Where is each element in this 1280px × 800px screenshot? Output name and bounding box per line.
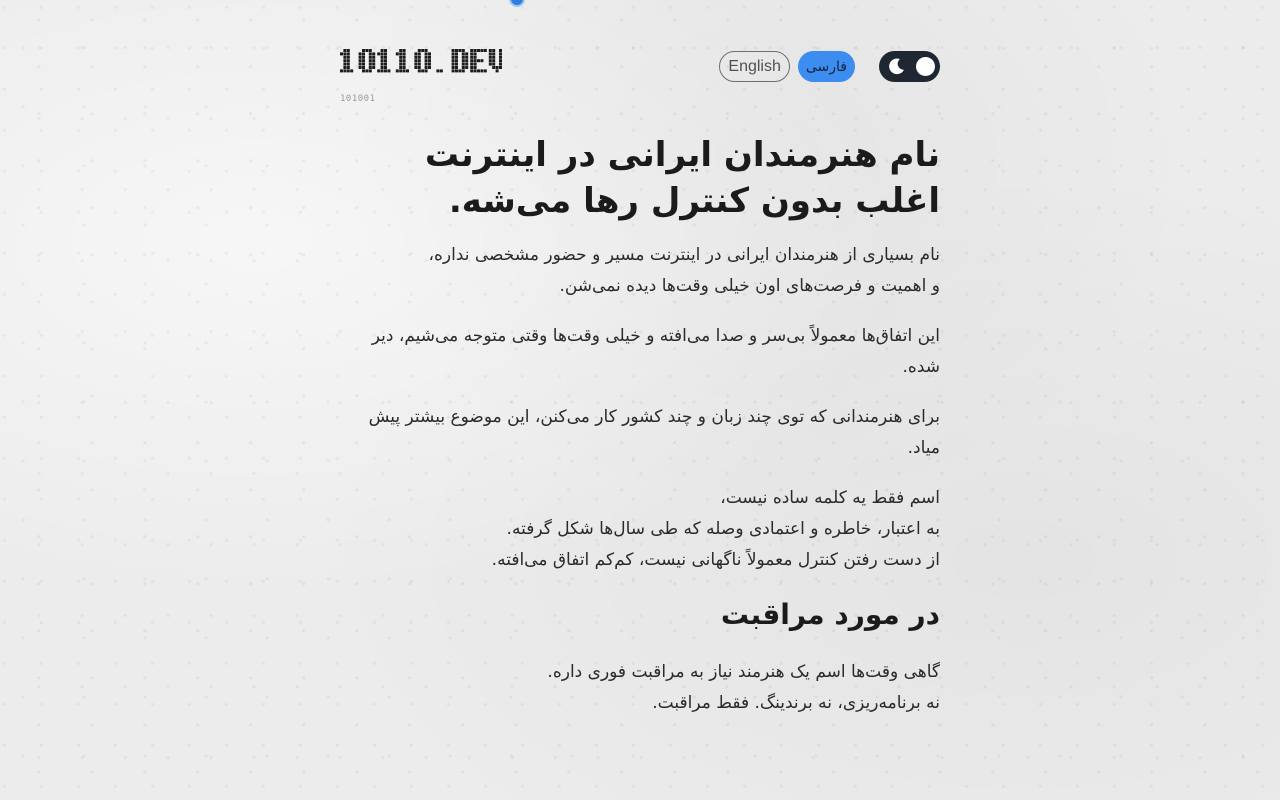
page-title: نام هنرمندان ایرانی در اینترنت اغلب بدون کنترل رها می‌شه. xyxy=(424,135,940,221)
paragraph-line: به اعتبار، خاطره و اعتمادی وصله که طی سال‌ها شکل گرفته. xyxy=(506,519,940,539)
section-paragraphs xyxy=(340,657,940,719)
site-logo[interactable] xyxy=(340,48,502,74)
paragraph-line: نام بسیاری از هنرمندان ایرانی در اینترنت مسیر و حضور مشخصی نداره، xyxy=(428,245,940,265)
paragraph-line: گاهی وقت‌ها اسم یک هنرمند نیاز به مراقبت فوری داره. xyxy=(547,662,940,682)
paragraph-line: از دست رفتن کنترل معمولاً ناگهانی نیست، کم‌کم اتفاق می‌افته. xyxy=(491,550,940,570)
paragraph-line: نه برنامه‌ریزی، نه برندینگ. فقط مراقبت. xyxy=(652,693,940,713)
toggle-knob xyxy=(916,57,935,76)
body-paragraph xyxy=(340,240,940,302)
site-header xyxy=(340,0,940,110)
language-persian-button[interactable]: فارسی xyxy=(798,51,855,82)
header-controls xyxy=(719,51,940,82)
language-english-button[interactable]: English xyxy=(719,51,789,82)
paragraph-line: اسم فقط یه کلمه ساده نیست، xyxy=(720,488,940,508)
theme-toggle[interactable] xyxy=(879,51,940,82)
intro-paragraphs xyxy=(340,240,940,576)
paragraph-line: برای هنرمندانی که توی چند زبان و چند کشور کار می‌کنن، این موضوع بیشتر پیش میاد. xyxy=(368,407,940,458)
body-paragraph xyxy=(340,483,940,576)
logo-subtitle: 101001 xyxy=(340,94,376,104)
section-title: در مورد مراقبت xyxy=(720,598,940,631)
moon-icon xyxy=(887,57,906,76)
paragraph-line: این اتفاق‌ها معمولاً بی‌سر و صدا می‌افته و خیلی وقت‌ها وقتی متوجه می‌شیم، دیر شده. xyxy=(371,326,940,377)
main-article xyxy=(340,132,940,719)
paragraph-line: و اهمیت و فرصت‌های اون خیلی وقت‌ها دیده نمی‌شن. xyxy=(559,276,940,296)
body-paragraph xyxy=(340,321,940,383)
body-paragraph xyxy=(340,657,940,719)
body-paragraph xyxy=(340,402,940,464)
page-container xyxy=(340,0,940,738)
